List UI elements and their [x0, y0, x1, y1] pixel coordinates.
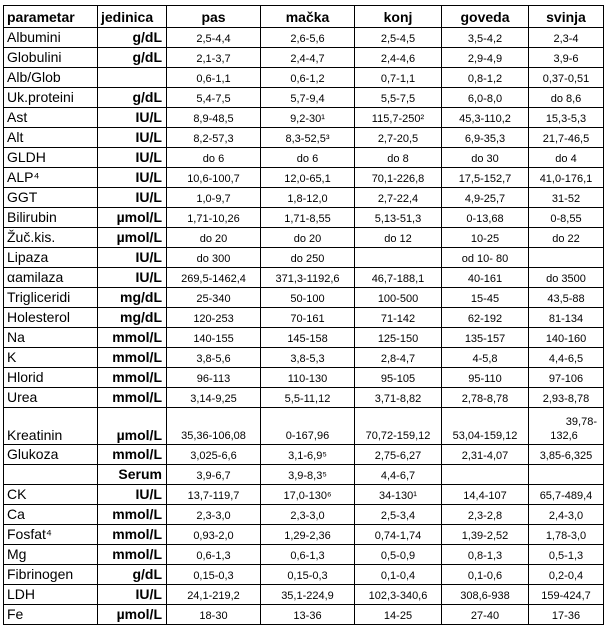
value-goveda: 2,31-4,07: [442, 445, 529, 465]
parameter-name: Lipaza: [4, 248, 98, 268]
value-svinja: 0-8,55: [529, 208, 604, 228]
table-row: [4, 348, 604, 368]
header-konj: konj: [355, 6, 442, 28]
table-row: [4, 465, 604, 485]
value-konj: 0,7-1,1: [355, 68, 442, 88]
value-goveda: 0-13,68: [442, 208, 529, 228]
table-row: [4, 148, 604, 168]
value-svinja: 15,3-5,3: [529, 108, 604, 128]
value-konj: 115,7-250²: [355, 108, 442, 128]
value-macka: 8,3-52,5³: [261, 128, 355, 148]
value-macka: do 6: [261, 148, 355, 168]
unit-cell: mmol/L: [98, 445, 167, 465]
value-pas: 3,9-6,7: [167, 465, 261, 485]
value-svinja: [529, 248, 604, 268]
value-macka: 0,6-1,3: [261, 545, 355, 565]
unit-cell: µmol/L: [98, 228, 167, 248]
value-goveda: 62-192: [442, 308, 529, 328]
table-row: [4, 188, 604, 208]
value-svinja: 39,78- 132,6: [529, 408, 604, 445]
value-goveda: 4-5,8: [442, 348, 529, 368]
value-konj: [355, 248, 442, 268]
table-row: [4, 388, 604, 408]
value-konj: 70,1-226,8: [355, 168, 442, 188]
table-body: [4, 28, 604, 625]
value-svinja: do 22: [529, 228, 604, 248]
value-pas: 24,1-219,2: [167, 585, 261, 605]
table-row: [4, 445, 604, 465]
value-goveda: 0,8-1,2: [442, 68, 529, 88]
value-macka: 0-167,96: [261, 408, 355, 445]
value-pas: 2,1-3,7: [167, 48, 261, 68]
unit-cell: IU/L: [98, 128, 167, 148]
unit-cell: µmol/L: [98, 408, 167, 445]
value-goveda: 45,3-110,2: [442, 108, 529, 128]
value-pas: 35,36-106,08: [167, 408, 261, 445]
value-pas: 1,0-9,7: [167, 188, 261, 208]
unit-cell: mmol/L: [98, 328, 167, 348]
value-konj: 2,7-20,5: [355, 128, 442, 148]
parameter-name: CK: [4, 485, 98, 505]
unit-cell: g/dL: [98, 48, 167, 68]
value-svinja: 159-424,7: [529, 585, 604, 605]
value-goveda: 27-40: [442, 605, 529, 625]
value-pas: 269,5-1462,4: [167, 268, 261, 288]
value-svinja: do 8,6: [529, 88, 604, 108]
value-svinja: 17-36: [529, 605, 604, 625]
value-macka: 70-161: [261, 308, 355, 328]
value-pas: 0,6-1,1: [167, 68, 261, 88]
value-pas: do 20: [167, 228, 261, 248]
unit-cell: mmol/L: [98, 368, 167, 388]
value-konj: 71-142: [355, 308, 442, 328]
parameter-name: Žuč.kis.: [4, 228, 98, 248]
table-row: [4, 505, 604, 525]
value-macka: 2,6-5,6: [261, 28, 355, 48]
value-pas: 10,6-100,7: [167, 168, 261, 188]
unit-cell: IU/L: [98, 585, 167, 605]
unit-cell: mg/dL: [98, 308, 167, 328]
value-macka: 3,9-8,3⁵: [261, 465, 355, 485]
table-row: [4, 228, 604, 248]
value-pas: 8,2-57,3: [167, 128, 261, 148]
unit-cell: µmol/L: [98, 208, 167, 228]
value-goveda: 14,4-107: [442, 485, 529, 505]
value-svinja: 140-160: [529, 328, 604, 348]
value-pas: 120-253: [167, 308, 261, 328]
parameter-name: Trigliceridi: [4, 288, 98, 308]
parameter-name: Kreatinin: [4, 408, 98, 445]
parameter-name: Fe: [4, 605, 98, 625]
value-konj: 2,7-22,4: [355, 188, 442, 208]
value-goveda: [442, 465, 529, 485]
value-konj: 3,71-8,82: [355, 388, 442, 408]
unit-cell: mg/dL: [98, 288, 167, 308]
value-goveda: 2,78-8,78: [442, 388, 529, 408]
unit-cell: mmol/L: [98, 348, 167, 368]
value-macka: 2,4-4,7: [261, 48, 355, 68]
value-pas: 3,8-5,6: [167, 348, 261, 368]
value-konj: 2,75-6,27: [355, 445, 442, 465]
unit-cell: IU/L: [98, 148, 167, 168]
value-svinja: [529, 465, 604, 485]
value-macka: 145-158: [261, 328, 355, 348]
value-svinja: 4,4-6,5: [529, 348, 604, 368]
unit-cell: mmol/L: [98, 525, 167, 545]
table-row: [4, 408, 604, 445]
value-svinja: 3,9-6: [529, 48, 604, 68]
value-goveda: od 10- 80: [442, 248, 529, 268]
value-goveda: 3,5-4,2: [442, 28, 529, 48]
value-konj: do 8: [355, 148, 442, 168]
value-svinja: 3,85-6,325: [529, 445, 604, 465]
value-goveda: 135-157: [442, 328, 529, 348]
value-konj: 0,74-1,74: [355, 525, 442, 545]
header-goveda: goveda: [442, 6, 529, 28]
table-row: [4, 545, 604, 565]
value-svinja: do 4: [529, 148, 604, 168]
parameter-name: LDH: [4, 585, 98, 605]
value-pas: 0,93-2,0: [167, 525, 261, 545]
table-row: [4, 328, 604, 348]
header-macka: mačka: [261, 6, 355, 28]
value-macka: 5,7-9,4: [261, 88, 355, 108]
value-macka: 1,29-2,36: [261, 525, 355, 545]
value-konj: 2,8-4,7: [355, 348, 442, 368]
value-pas: 0,15-0,3: [167, 565, 261, 585]
value-macka: 9,2-30¹: [261, 108, 355, 128]
value-svinja: 31-52: [529, 188, 604, 208]
value-pas: 25-340: [167, 288, 261, 308]
parameter-name: Alt: [4, 128, 98, 148]
table-row: [4, 108, 604, 128]
value-svinja: 21,7-46,5: [529, 128, 604, 148]
parameter-name: Ast: [4, 108, 98, 128]
value-macka: 2,3-3,0: [261, 505, 355, 525]
value-macka: 1,71-8,55: [261, 208, 355, 228]
unit-cell: [98, 68, 167, 88]
unit-cell: IU/L: [98, 188, 167, 208]
value-macka: do 250: [261, 248, 355, 268]
value-pas: 0,6-1,3: [167, 545, 261, 565]
unit-cell: µmol/L: [98, 605, 167, 625]
unit-cell: mmol/L: [98, 505, 167, 525]
parameter-name: Fosfat⁴: [4, 525, 98, 545]
value-konj: 5,5-7,5: [355, 88, 442, 108]
value-goveda: 6,0-8,0: [442, 88, 529, 108]
value-pas: 2,5-4,4: [167, 28, 261, 48]
parameter-name: Uk.proteini: [4, 88, 98, 108]
table-row: [4, 88, 604, 108]
value-macka: 17,0-130⁶: [261, 485, 355, 505]
table-row: [4, 208, 604, 228]
header-svinja: svinja: [529, 6, 604, 28]
value-pas: 13,7-119,7: [167, 485, 261, 505]
table-row: [4, 368, 604, 388]
value-pas: 5,4-7,5: [167, 88, 261, 108]
parameter-name: Na: [4, 328, 98, 348]
parameter-name: Globulini: [4, 48, 98, 68]
value-konj: 46,7-188,1: [355, 268, 442, 288]
value-svinja: 65,7-489,4: [529, 485, 604, 505]
value-pas: 3,14-9,25: [167, 388, 261, 408]
value-svinja: 2,4-3,0: [529, 505, 604, 525]
value-konj: 2,5-4,5: [355, 28, 442, 48]
value-macka: 35,1-224,9: [261, 585, 355, 605]
value-pas: 3,025-6,6: [167, 445, 261, 465]
value-konj: 2,4-4,6: [355, 48, 442, 68]
parameter-name: Ca: [4, 505, 98, 525]
value-konj: 102,3-340,6: [355, 585, 442, 605]
value-pas: do 300: [167, 248, 261, 268]
value-svinja: 2,3-4: [529, 28, 604, 48]
unit-cell: g/dL: [98, 28, 167, 48]
parameter-name: Albumini: [4, 28, 98, 48]
header-parametar: parametar: [4, 6, 98, 28]
value-konj: 2,5-3,4: [355, 505, 442, 525]
value-macka: 3,1-6,9⁵: [261, 445, 355, 465]
unit-cell: IU/L: [98, 168, 167, 188]
value-konj: 100-500: [355, 288, 442, 308]
value-pas: 96-113: [167, 368, 261, 388]
table-row: [4, 288, 604, 308]
table-row: [4, 28, 604, 48]
reference-values-table-container: [3, 5, 604, 625]
reference-values-table: [3, 5, 604, 625]
value-goveda: 2,9-4,9: [442, 48, 529, 68]
parameter-name: GGT: [4, 188, 98, 208]
value-svinja: 97-106: [529, 368, 604, 388]
value-macka: 5,5-11,12: [261, 388, 355, 408]
table-row: [4, 605, 604, 625]
value-konj: 4,4-6,7: [355, 465, 442, 485]
value-pas: do 6: [167, 148, 261, 168]
value-macka: 3,8-5,3: [261, 348, 355, 368]
header-row: [4, 6, 604, 28]
table-row: [4, 168, 604, 188]
value-konj: 125-150: [355, 328, 442, 348]
value-svinja: 41,0-176,1: [529, 168, 604, 188]
value-pas: 140-155: [167, 328, 261, 348]
unit-cell: IU/L: [98, 268, 167, 288]
value-macka: 371,3-1192,6: [261, 268, 355, 288]
parameter-name: Urea: [4, 388, 98, 408]
value-goveda: 95-110: [442, 368, 529, 388]
value-svinja: do 3500: [529, 268, 604, 288]
value-svinja: 0,5-1,3: [529, 545, 604, 565]
unit-cell: g/dL: [98, 565, 167, 585]
parameter-name: Alb/Glob: [4, 68, 98, 88]
value-konj: 0,1-0,4: [355, 565, 442, 585]
value-pas: 1,71-10,26: [167, 208, 261, 228]
value-goveda: 40-161: [442, 268, 529, 288]
value-macka: 0,15-0,3: [261, 565, 355, 585]
parameter-name: Bilirubin: [4, 208, 98, 228]
value-goveda: 53,04-159,12: [442, 408, 529, 445]
parameter-name: Mg: [4, 545, 98, 565]
value-goveda: 2,3-2,8: [442, 505, 529, 525]
value-macka: 50-100: [261, 288, 355, 308]
value-konj: 5,13-51,3: [355, 208, 442, 228]
unit-cell: IU/L: [98, 485, 167, 505]
parameter-name: ALP⁴: [4, 168, 98, 188]
value-svinja: 43,5-88: [529, 288, 604, 308]
value-goveda: do 30: [442, 148, 529, 168]
parameter-name: Hlorid: [4, 368, 98, 388]
table-row: [4, 525, 604, 545]
value-svinja: 0,2-0,4: [529, 565, 604, 585]
parameter-name: Fibrinogen: [4, 565, 98, 585]
table-row: [4, 268, 604, 288]
value-pas: 18-30: [167, 605, 261, 625]
value-konj: 34-130¹: [355, 485, 442, 505]
value-macka: 13-36: [261, 605, 355, 625]
table-row: [4, 485, 604, 505]
parameter-name: [4, 465, 98, 485]
table-row: [4, 48, 604, 68]
header-pas: pas: [167, 6, 261, 28]
unit-cell: g/dL: [98, 88, 167, 108]
value-macka: do 20: [261, 228, 355, 248]
unit-cell: mmol/L: [98, 545, 167, 565]
value-konj: 95-105: [355, 368, 442, 388]
value-konj: 0,5-0,9: [355, 545, 442, 565]
unit-cell: IU/L: [98, 108, 167, 128]
value-svinja: 1,78-3,0: [529, 525, 604, 545]
table-row: [4, 68, 604, 88]
value-svinja: 81-134: [529, 308, 604, 328]
parameter-name: αamilaza: [4, 268, 98, 288]
value-goveda: 0,1-0,6: [442, 565, 529, 585]
value-goveda: 4,9-25,7: [442, 188, 529, 208]
unit-cell: mmol/L: [98, 388, 167, 408]
value-goveda: 15-45: [442, 288, 529, 308]
value-pas: 2,3-3,0: [167, 505, 261, 525]
value-macka: 0,6-1,2: [261, 68, 355, 88]
value-goveda: 308,6-938: [442, 585, 529, 605]
table-row: [4, 585, 604, 605]
value-konj: do 12: [355, 228, 442, 248]
value-svinja: 2,93-8,78: [529, 388, 604, 408]
parameter-name: Glukoza: [4, 445, 98, 465]
value-konj: 14-25: [355, 605, 442, 625]
value-konj: 70,72-159,12: [355, 408, 442, 445]
table-row: [4, 248, 604, 268]
value-goveda: 0,8-1,3: [442, 545, 529, 565]
table-row: [4, 308, 604, 328]
value-macka: 1,8-12,0: [261, 188, 355, 208]
parameter-name: GLDH: [4, 148, 98, 168]
value-macka: 12,0-65,1: [261, 168, 355, 188]
table-row: [4, 565, 604, 585]
unit-cell: IU/L: [98, 248, 167, 268]
parameter-name: Holesterol: [4, 308, 98, 328]
unit-cell: Serum: [98, 465, 167, 485]
table-row: [4, 128, 604, 148]
value-goveda: 6,9-35,3: [442, 128, 529, 148]
value-macka: 110-130: [261, 368, 355, 388]
value-goveda: 17,5-152,7: [442, 168, 529, 188]
value-goveda: 10-25: [442, 228, 529, 248]
value-svinja: 0,37-0,51: [529, 68, 604, 88]
header-jedinica: jedinica: [98, 6, 167, 28]
parameter-name: K: [4, 348, 98, 368]
value-goveda: 1,39-2,52: [442, 525, 529, 545]
value-pas: 8,9-48,5: [167, 108, 261, 128]
